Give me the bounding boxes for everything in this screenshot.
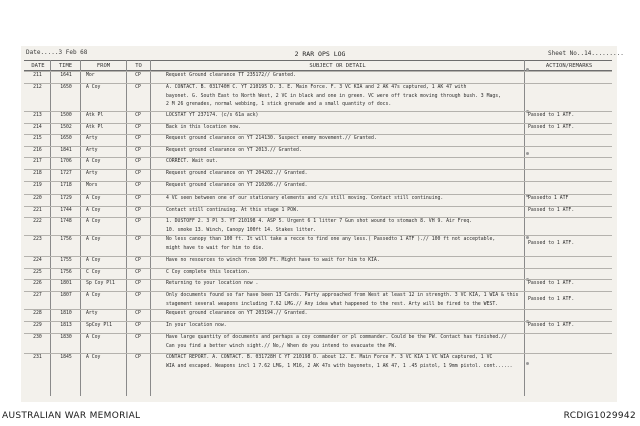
detail-line: C Coy complete this location. [166, 270, 250, 275]
record-id: RCDIG1029942 [563, 411, 636, 421]
row-rule [24, 206, 612, 207]
entry-detail [166, 293, 526, 310]
date-label: Date.....3 Feb 68 [26, 49, 88, 56]
entry-serial: 226 [33, 281, 42, 286]
entry-action: Passed to 1 ATF. [528, 297, 575, 302]
row-rule [24, 157, 612, 158]
entry-time: 1807 [60, 293, 72, 298]
entry-time: 1813 [60, 323, 72, 328]
entry-to: CP [135, 148, 141, 153]
detail-line: Have no resources to winch from 100 Ft. Might have to wait for him to KIA. [166, 258, 380, 263]
entry-action: Passed to 1 ATF. [528, 323, 575, 328]
entry-to: CP [135, 159, 141, 164]
entry-serial: 223 [33, 237, 42, 242]
entry-to: CP [135, 219, 141, 224]
detail-line: WIA and escaped. Weapons incl 1 7.62 LMG, 1 M16, 2 AK 47s with bayonets, 1 AK 47, 1 .45 pistol, 1 9mm pistol. cont...... [166, 363, 513, 369]
entry-time: 1706 [60, 159, 72, 164]
entry-to: CP [135, 208, 141, 213]
entry-time: 1500 [60, 113, 72, 118]
row-rule [24, 309, 612, 310]
entry-time: 1718 [60, 183, 72, 188]
row-rule [24, 169, 612, 170]
entry-from: A Coy [86, 258, 101, 263]
entry-detail [166, 311, 526, 320]
entry-to: CP [135, 237, 141, 242]
row-rule [24, 71, 612, 72]
entry-serial: 217 [33, 159, 42, 164]
entry-from: Arty [86, 148, 98, 153]
detail-line: A. CONTACT. B. 031740H C. YT 210195 D. 3. E. Main Force. F. 3 VC KIA and 2 AK 47s captured, 1 AK 47 with [166, 85, 467, 90]
column-header-date: DATE [31, 63, 45, 69]
log-row [0, 219, 640, 231]
entry-serial: 222 [33, 219, 42, 224]
entry-time: 1502 [60, 125, 72, 130]
entry-serial: 224 [33, 258, 42, 263]
row-rule [24, 134, 612, 135]
entry-from: A Coy [86, 208, 101, 213]
detail-line: No less canopy than 100 ft. It will take a recce to find one any less.( Passedto 1 ATF ).// 100 ft not acceptable, [166, 237, 496, 242]
entry-serial: 230 [33, 335, 42, 340]
entry-detail [166, 113, 526, 122]
entry-from: Sp Coy Pl1 [86, 281, 115, 286]
archive-credit: AUSTRALIAN WAR MEMORIAL [2, 411, 141, 421]
row-rule [24, 123, 612, 124]
detail-line: In your location now. [166, 323, 227, 328]
entry-from: Arty [86, 311, 98, 316]
entry-time: 1727 [60, 171, 72, 176]
entry-to: CP [135, 258, 141, 263]
entry-to: CP [135, 125, 141, 130]
entry-time: 1748 [60, 219, 72, 224]
entry-detail [166, 335, 526, 352]
entry-from: Arty [86, 136, 98, 141]
entry-serial: 227 [33, 293, 42, 298]
detail-line: Can you find a better winch sight.// No,/ When do you intend to evacuate the PW. [166, 343, 398, 349]
entry-to: CP [135, 136, 141, 141]
entry-from: Atk Pl [86, 125, 104, 130]
entry-to: CP [135, 171, 141, 176]
entry-from: A Coy [86, 237, 101, 242]
entry-time: 1810 [60, 311, 72, 316]
entry-from: A Coy [86, 219, 101, 224]
entry-to: CP [135, 293, 141, 298]
log-title: 2 RAR OPS LOG [294, 50, 346, 58]
detail-line: CONTACT REPORT. A. CONTACT. B. 031728H C YT 210198 D. about 12. E. Main Force F. 3 VC KIA 1 VC WIA captured, 1 VC [166, 355, 493, 360]
column-header-subject: SUBJECT OR DETAIL [309, 63, 366, 69]
detail-line: Request ground clearance on YT 204202.// Granted. [166, 171, 308, 176]
entry-serial: 214 [33, 125, 42, 130]
entry-time: 1744 [60, 208, 72, 213]
entry-detail [166, 258, 526, 267]
detail-line: Contact still continuing. At this stage 1 POW. [166, 208, 299, 213]
row-rule [24, 235, 612, 236]
entry-detail [166, 355, 526, 372]
log-row [0, 85, 640, 107]
entry-to: CP [135, 335, 141, 340]
entry-time: 1830 [60, 335, 72, 340]
entry-from: A Coy [86, 335, 101, 340]
detail-line: Request ground clearance on YT 214130. Suspect enemy movement.// Granted. [166, 136, 377, 141]
detail-line: bayonet. G. South East to North West, 2 VC in black and one in green. VC were off track moving through bush. 3 Mags, [166, 93, 502, 99]
entry-serial: 228 [33, 311, 42, 316]
entry-detail [166, 208, 526, 217]
entry-serial: 225 [33, 270, 42, 275]
entry-serial: 218 [33, 171, 42, 176]
entry-serial: 212 [33, 85, 42, 90]
entry-detail [166, 237, 526, 254]
log-row [0, 237, 640, 249]
entry-from: SpCoy Pl1 [86, 323, 112, 328]
entry-to: CP [135, 311, 141, 316]
log-row [0, 293, 640, 305]
entry-detail [166, 85, 526, 111]
entry-to: CP [135, 113, 141, 118]
detail-line: Request Ground clearance TT 235172// Granted. [166, 73, 296, 78]
entry-time: 1641 [60, 73, 72, 78]
entry-time: 1755 [60, 258, 72, 263]
entry-detail [166, 323, 526, 332]
entry-to: CP [135, 183, 141, 188]
detail-line: stagement several weapons including 7.62 LMG.// Any idea what happened to the rest. Arty will be fired to the WEST. [166, 301, 499, 307]
column-header-from: FROM [96, 63, 111, 69]
detail-line: Only documents found so far have been 13 Cards. Party approached from West at least 12 in strength. 3 VC KIA, 1 WIA & this [166, 293, 519, 298]
entry-serial: 219 [33, 183, 42, 188]
detail-line: 10. smoke 13. Winch, Canopy 100ft 14. Stakes litter. [166, 227, 317, 233]
row-rule [24, 321, 612, 322]
entry-to: CP [135, 73, 141, 78]
entry-detail [166, 183, 526, 192]
entry-action: Passed to 1 ATF. [528, 125, 575, 130]
entry-serial: 215 [33, 136, 42, 141]
entry-detail [166, 148, 526, 157]
entry-action: Passed to 1 ATF. [528, 113, 575, 118]
entry-detail [166, 219, 526, 236]
entry-from: Mors [86, 183, 98, 188]
detail-line: 2 M 26 grenades, normal webbing, 1 stick grenade and a small quantity of docs. [166, 102, 392, 107]
entry-serial: 221 [33, 208, 42, 213]
entry-time: 1729 [60, 196, 72, 201]
entry-time: 1841 [60, 148, 72, 153]
column-header-action: ACTION/REMARKS [545, 63, 593, 69]
entry-detail [166, 125, 526, 134]
detail-line: LOCSTAT YT 237174. (c/s 61a ack) [166, 113, 259, 118]
entry-from: A Coy [86, 355, 101, 360]
entry-serial: 229 [33, 323, 42, 328]
detail-line: 1. DUSTOFF 2. 3 Pl 3. YT 210198 4. ASP 5. Urgent 6 1 litter 7 Gun shot wound to stomach 8. VH 9. Air Freq. [166, 219, 473, 224]
entry-serial: 213 [33, 113, 42, 118]
entry-serial: 211 [33, 73, 42, 78]
entry-to: CP [135, 85, 141, 90]
row-rule [24, 83, 612, 84]
row-rule [24, 279, 612, 280]
entry-from: Mor [86, 73, 95, 78]
entry-to: CP [135, 323, 141, 328]
entry-action: Passedto 1 ATF [528, 196, 569, 201]
detail-line: Request ground clearance on YT 210206.// Granted. [166, 183, 308, 188]
detail-line: Returning to your location now . [166, 281, 259, 286]
sheet-number: Sheet No..14......... [548, 50, 624, 57]
entry-from: Atk Pl [86, 113, 104, 118]
entry-to: CP [135, 270, 141, 275]
entry-time: 1756 [60, 237, 72, 242]
row-rule [24, 353, 612, 354]
entry-detail [166, 73, 526, 82]
entry-to: CP [135, 196, 141, 201]
log-row [0, 335, 640, 347]
entry-time: 1756 [60, 270, 72, 275]
row-rule [24, 268, 612, 269]
entry-from: A Coy [86, 85, 101, 90]
entry-from: A Coy [86, 293, 101, 298]
entry-serial: 231 [33, 355, 42, 360]
detail-line: Back in this location now. [166, 125, 242, 130]
entry-to: CP [135, 281, 141, 286]
entry-time: 1650 [60, 136, 72, 141]
entry-serial: 216 [33, 148, 42, 153]
entry-time: 1845 [60, 355, 72, 360]
column-header-time: TIME [58, 63, 73, 69]
column-header-to: TO [135, 63, 142, 69]
entry-detail [166, 171, 526, 180]
detail-line: 4 VC seen between one of our stationary elements and c/s still moving. Contact still continuing. [166, 196, 444, 201]
entry-from: C Coy [86, 270, 101, 275]
entry-serial: 220 [33, 196, 42, 201]
entry-detail [166, 196, 526, 205]
row-rule [24, 291, 612, 292]
detail-line: might have to wait for him to die. [166, 245, 265, 251]
detail-line: Have large quantity of documents and perhaps a coy commander or pl commander. Could be the PW. Contact has finished.// [166, 335, 507, 340]
detail-line: CORRECT. Wait out. [166, 159, 218, 164]
row-rule [24, 217, 612, 218]
log-row [0, 355, 640, 367]
entry-action: Passed to 1 ATF. [528, 281, 575, 286]
detail-line: Request ground clearance on YT 2013.// Granted. [166, 148, 302, 153]
entry-time: 1650 [60, 85, 72, 90]
entry-from: A Coy [86, 196, 101, 201]
entry-detail [166, 281, 526, 290]
entry-action: Passed to 1 ATF. [528, 241, 575, 246]
entry-detail [166, 136, 526, 145]
entry-detail [166, 270, 526, 279]
entry-action: Passed to 1 ATF. [528, 208, 575, 213]
entry-time: 1801 [60, 281, 72, 286]
row-rule [24, 146, 612, 147]
detail-line: Request ground clearance on YT 203194.// Granted. [166, 311, 308, 316]
entry-from: A Coy [86, 159, 101, 164]
entry-to: CP [135, 355, 141, 360]
row-rule [24, 111, 612, 112]
entry-detail [166, 159, 526, 168]
row-rule [24, 181, 612, 182]
row-rule [24, 256, 612, 257]
row-rule [24, 333, 612, 334]
row-rule [24, 194, 612, 195]
entry-from: Arty [86, 171, 98, 176]
